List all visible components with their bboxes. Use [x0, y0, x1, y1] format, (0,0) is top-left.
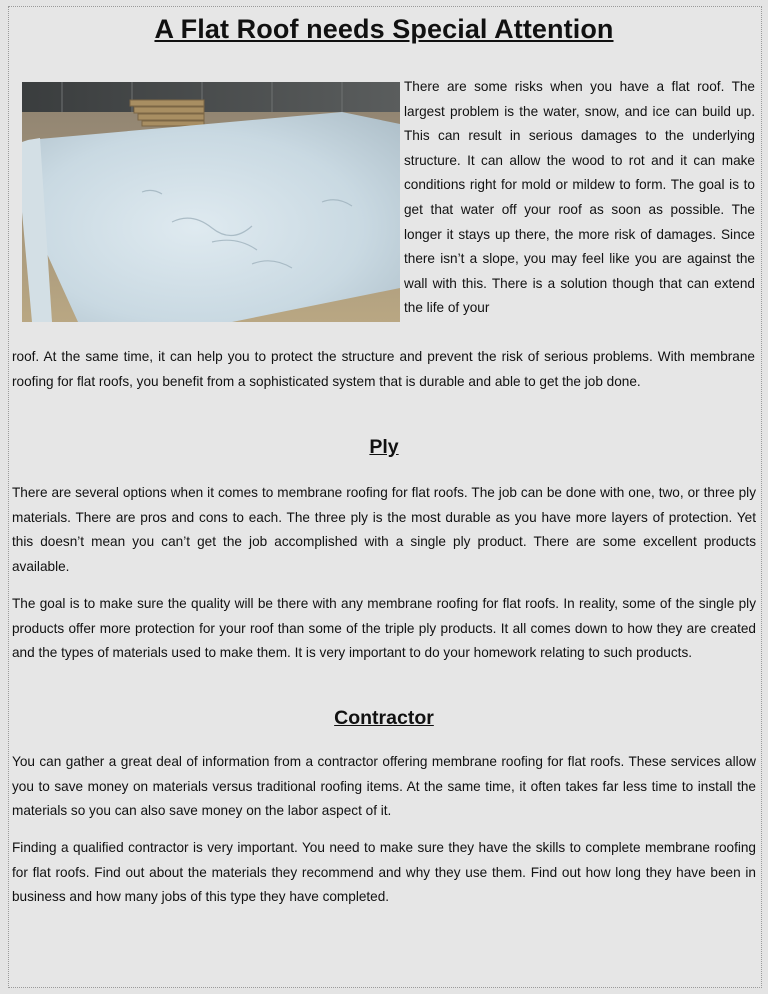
page-title: A Flat Roof needs Special Attention: [154, 14, 614, 44]
section-heading-contractor: Contractor: [334, 707, 434, 729]
flat-roof-membrane-photo: [22, 82, 400, 322]
section-heading-ply: Ply: [369, 436, 399, 458]
ply-paragraph-2: The goal is to make sure the quality will be there with any membrane roofing for flat roofs. In reality, some of the single ply products offer more protection for your roof than some of the triple ply products. It all comes down to how they are created and the types of materials used to make them. It is very important to do your homework relating to such products.: [12, 596, 756, 661]
contractor-paragraph-2: Finding a qualified contractor is very important. You need to make sure they have the skills to complete membrane roofing for flat roofs. Find out about the materials they recommend and why they use them. Find out how long they have been in business and how many jobs of this type they have completed.: [12, 840, 756, 905]
ply-paragraph-1: There are several options when it comes to membrane roofing for flat roofs. The job can be done with one, two, or three ply materials. There are pros and cons to each. The three ply is the most durable as you have more layers of protection. Yet this doesn’t mean you can’t get the job accomplished with a single ply product. There are some excellent products available.: [12, 485, 756, 574]
contractor-paragraph-1: You can gather a great deal of information from a contractor offering membrane roofing for flat roofs. These services allow you to save money on materials versus traditional roofing items. At the same time, it often takes far less time to install the materials so you can also save money on the labor aspect of it.: [12, 754, 756, 819]
intro-paragraph-beside-photo: There are some risks when you have a flat roof. The largest problem is the water, snow, and ice can build up. This can result in serious damages to the underlying structure. It can allow the wood to rot and it can make conditions right for mold or mildew to form. The goal is to get that water off your roof as soon as possible. The longer it stays up there, the more risk of damages. Since there isn’t a slope, you may feel like you are against the wall with this. There is a solution though that can extend the life of your: [404, 79, 755, 316]
intro-paragraph-continued: roof. At the same time, it can help you to protect the structure and prevent the risk of serious problems. With membrane roofing for flat roofs, you benefit from a sophisticated system that is durable and able to get the job done.: [12, 349, 755, 389]
